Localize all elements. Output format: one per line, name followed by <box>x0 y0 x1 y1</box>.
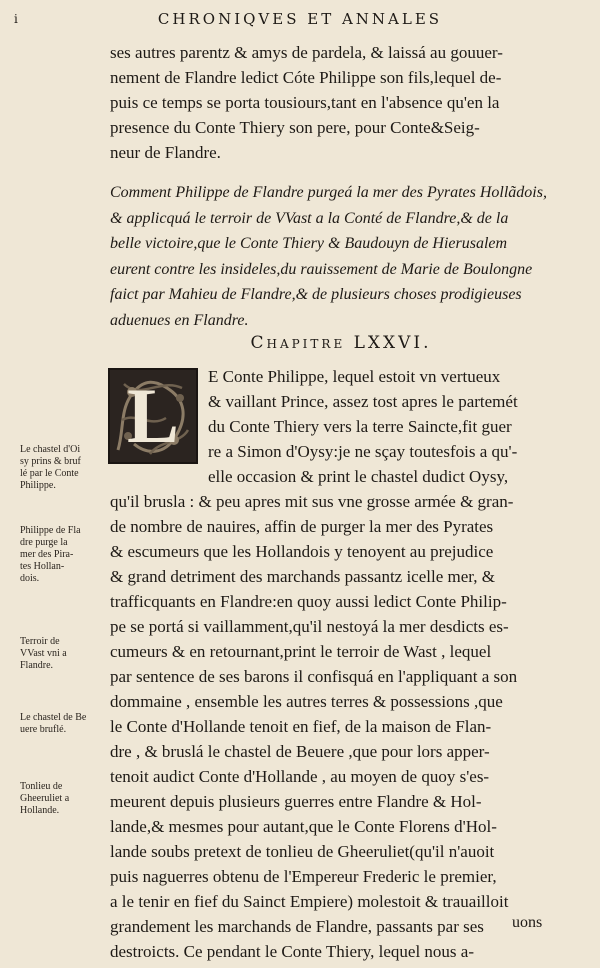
chapter-summary <box>110 180 572 333</box>
text-line: destroicts. Ce pendant le Conte Thiery, lequel nous a- <box>110 942 474 961</box>
margin-note-pyrates <box>20 525 106 585</box>
note-line: Le chastel de Be <box>20 712 87 723</box>
text-line: trafficquants en Flandre:en quoy aussi ledict Conte Philip- <box>110 592 507 611</box>
margin-note-wast <box>20 636 106 672</box>
note-line: tes Hollan- <box>20 561 65 572</box>
text-line: dre , & bruslá le chastel de Beuere ,que pour lors apper- <box>110 742 490 761</box>
text-line: puis naguerres obtenu de l'Empereur Frederic le premier, <box>110 867 497 886</box>
text-line: presence du Conte Thiery son pere, pour Conte&Seig- <box>110 118 480 137</box>
text-line: & grand detriment des marchands passantz icelle mer, & <box>110 567 495 586</box>
note-line: Philippe. <box>20 480 56 491</box>
text-line: nement de Flandre ledict Cóte Philippe son fils,lequel de- <box>110 68 502 87</box>
summary-line: Comment Philippe de Flandre purgeá la mer des Pyrates Hollãdois, <box>110 184 547 201</box>
note-line: dois. <box>20 573 40 584</box>
chapter-title: Chapitre LXXVI. <box>250 333 432 353</box>
text-line: le Conte d'Hollande tenoit en fief, de la maison de Flan- <box>110 717 492 736</box>
text-line: & vaillant Prince, assez tost apres le partemét <box>208 392 518 411</box>
margin-note-oisy <box>20 444 106 492</box>
text-line: par sentence de ses barons il confisquá en l'appliquant a son <box>110 667 518 686</box>
initial-letter: L <box>126 372 180 459</box>
text-line: qu'il brusla : & peu apres mit sus vne grosse armée & gran- <box>110 492 514 511</box>
note-line: Gheeruliet a <box>20 793 70 804</box>
text-line: dommaine , ensemble les autres terres & possessions ,que <box>110 692 503 711</box>
catchword: uons <box>512 914 543 931</box>
summary-line: faict par Mahieu de Flandre,& de plusieurs choses prodigieuses <box>110 286 522 303</box>
note-line: mer des Pira- <box>20 549 74 560</box>
summary-line: eurent contre les insideles,du rauissement de Marie de Boulongne <box>110 260 533 278</box>
note-line: dre purge la <box>20 537 68 548</box>
summary-line: & applicquá le terroir de VVast a la Conté de Flandre,& de la <box>110 209 509 227</box>
chapter-body <box>110 364 572 964</box>
text-line: ses autres parentz & amys de pardela, & laissá au gouuer- <box>110 43 503 62</box>
running-title: CHRONIQVES ET ANNALES <box>157 10 443 28</box>
text-line: neur de Flandre. <box>110 143 221 162</box>
note-line: Le chastel d'Oi <box>20 444 81 455</box>
text-line: pe se portá si vaillamment,qu'il nestoyá la mer desdicts es- <box>110 617 509 636</box>
note-line: Flandre. <box>20 660 54 671</box>
text-line: meurent depuis plusieurs guerres entre Flandre & Hol- <box>110 792 482 811</box>
note-line: VVast vni a <box>20 648 67 659</box>
text-line: re a Simon d'Oysy:je ne sçay toutesfois a qu'- <box>208 442 518 461</box>
note-line: Philippe de Fla <box>20 525 81 536</box>
note-line: Hollande. <box>20 805 60 816</box>
note-line: lé par le Conte <box>20 468 79 479</box>
folio-mark: i <box>14 12 18 26</box>
text-line: de nombre de nauires, affin de purger la mer des Pyrates <box>110 517 494 536</box>
text-line: & escumeurs que les Hollandois y tenoyent au prejudice <box>110 542 494 561</box>
note-line: sy prins & bruf <box>20 456 81 467</box>
text-line: E Conte Philippe, lequel estoit vn vertueux <box>208 367 501 386</box>
text-line: lande,& mesmes pour autant,que le Conte Florens d'Hol- <box>110 817 497 836</box>
text-line: tenoit audict Conte d'Hollande , au moyen de quoy s'es- <box>110 767 490 786</box>
summary-line: aduenues en Flandre. <box>110 311 249 329</box>
text-line: a le tenir en fief du Sainct Empiere) molestoit & trauailloit <box>110 892 509 911</box>
note-line: uere bruflé. <box>20 724 67 735</box>
text-line: cumeurs & en retournant,print le terroir de Wast , lequel <box>110 642 492 661</box>
margin-note-beuere <box>20 712 106 736</box>
intro-paragraph <box>110 40 572 165</box>
text-line: elle occasion & print le chastel dudict Oysy, <box>208 467 509 486</box>
text-line: puis ce temps se porta tousiours,tant en l'absence qu'en la <box>110 93 500 112</box>
note-line: Terroir de <box>20 636 60 647</box>
summary-line: belle victoire,que le Conte Thiery & Baudouyn de Hierusalem <box>110 235 508 252</box>
text-line: du Conte Thiery vers la terre Saincte,fit guer <box>208 417 512 436</box>
text-line: lande soubs pretext de tonlieu de Gheeruliet(qu'il n'auoit <box>110 842 495 861</box>
text-line: grandement les marchands de Flandre, passants par ses <box>110 917 484 936</box>
note-line: Tonlieu de <box>20 781 63 792</box>
margin-note-tonlieu <box>20 781 106 817</box>
